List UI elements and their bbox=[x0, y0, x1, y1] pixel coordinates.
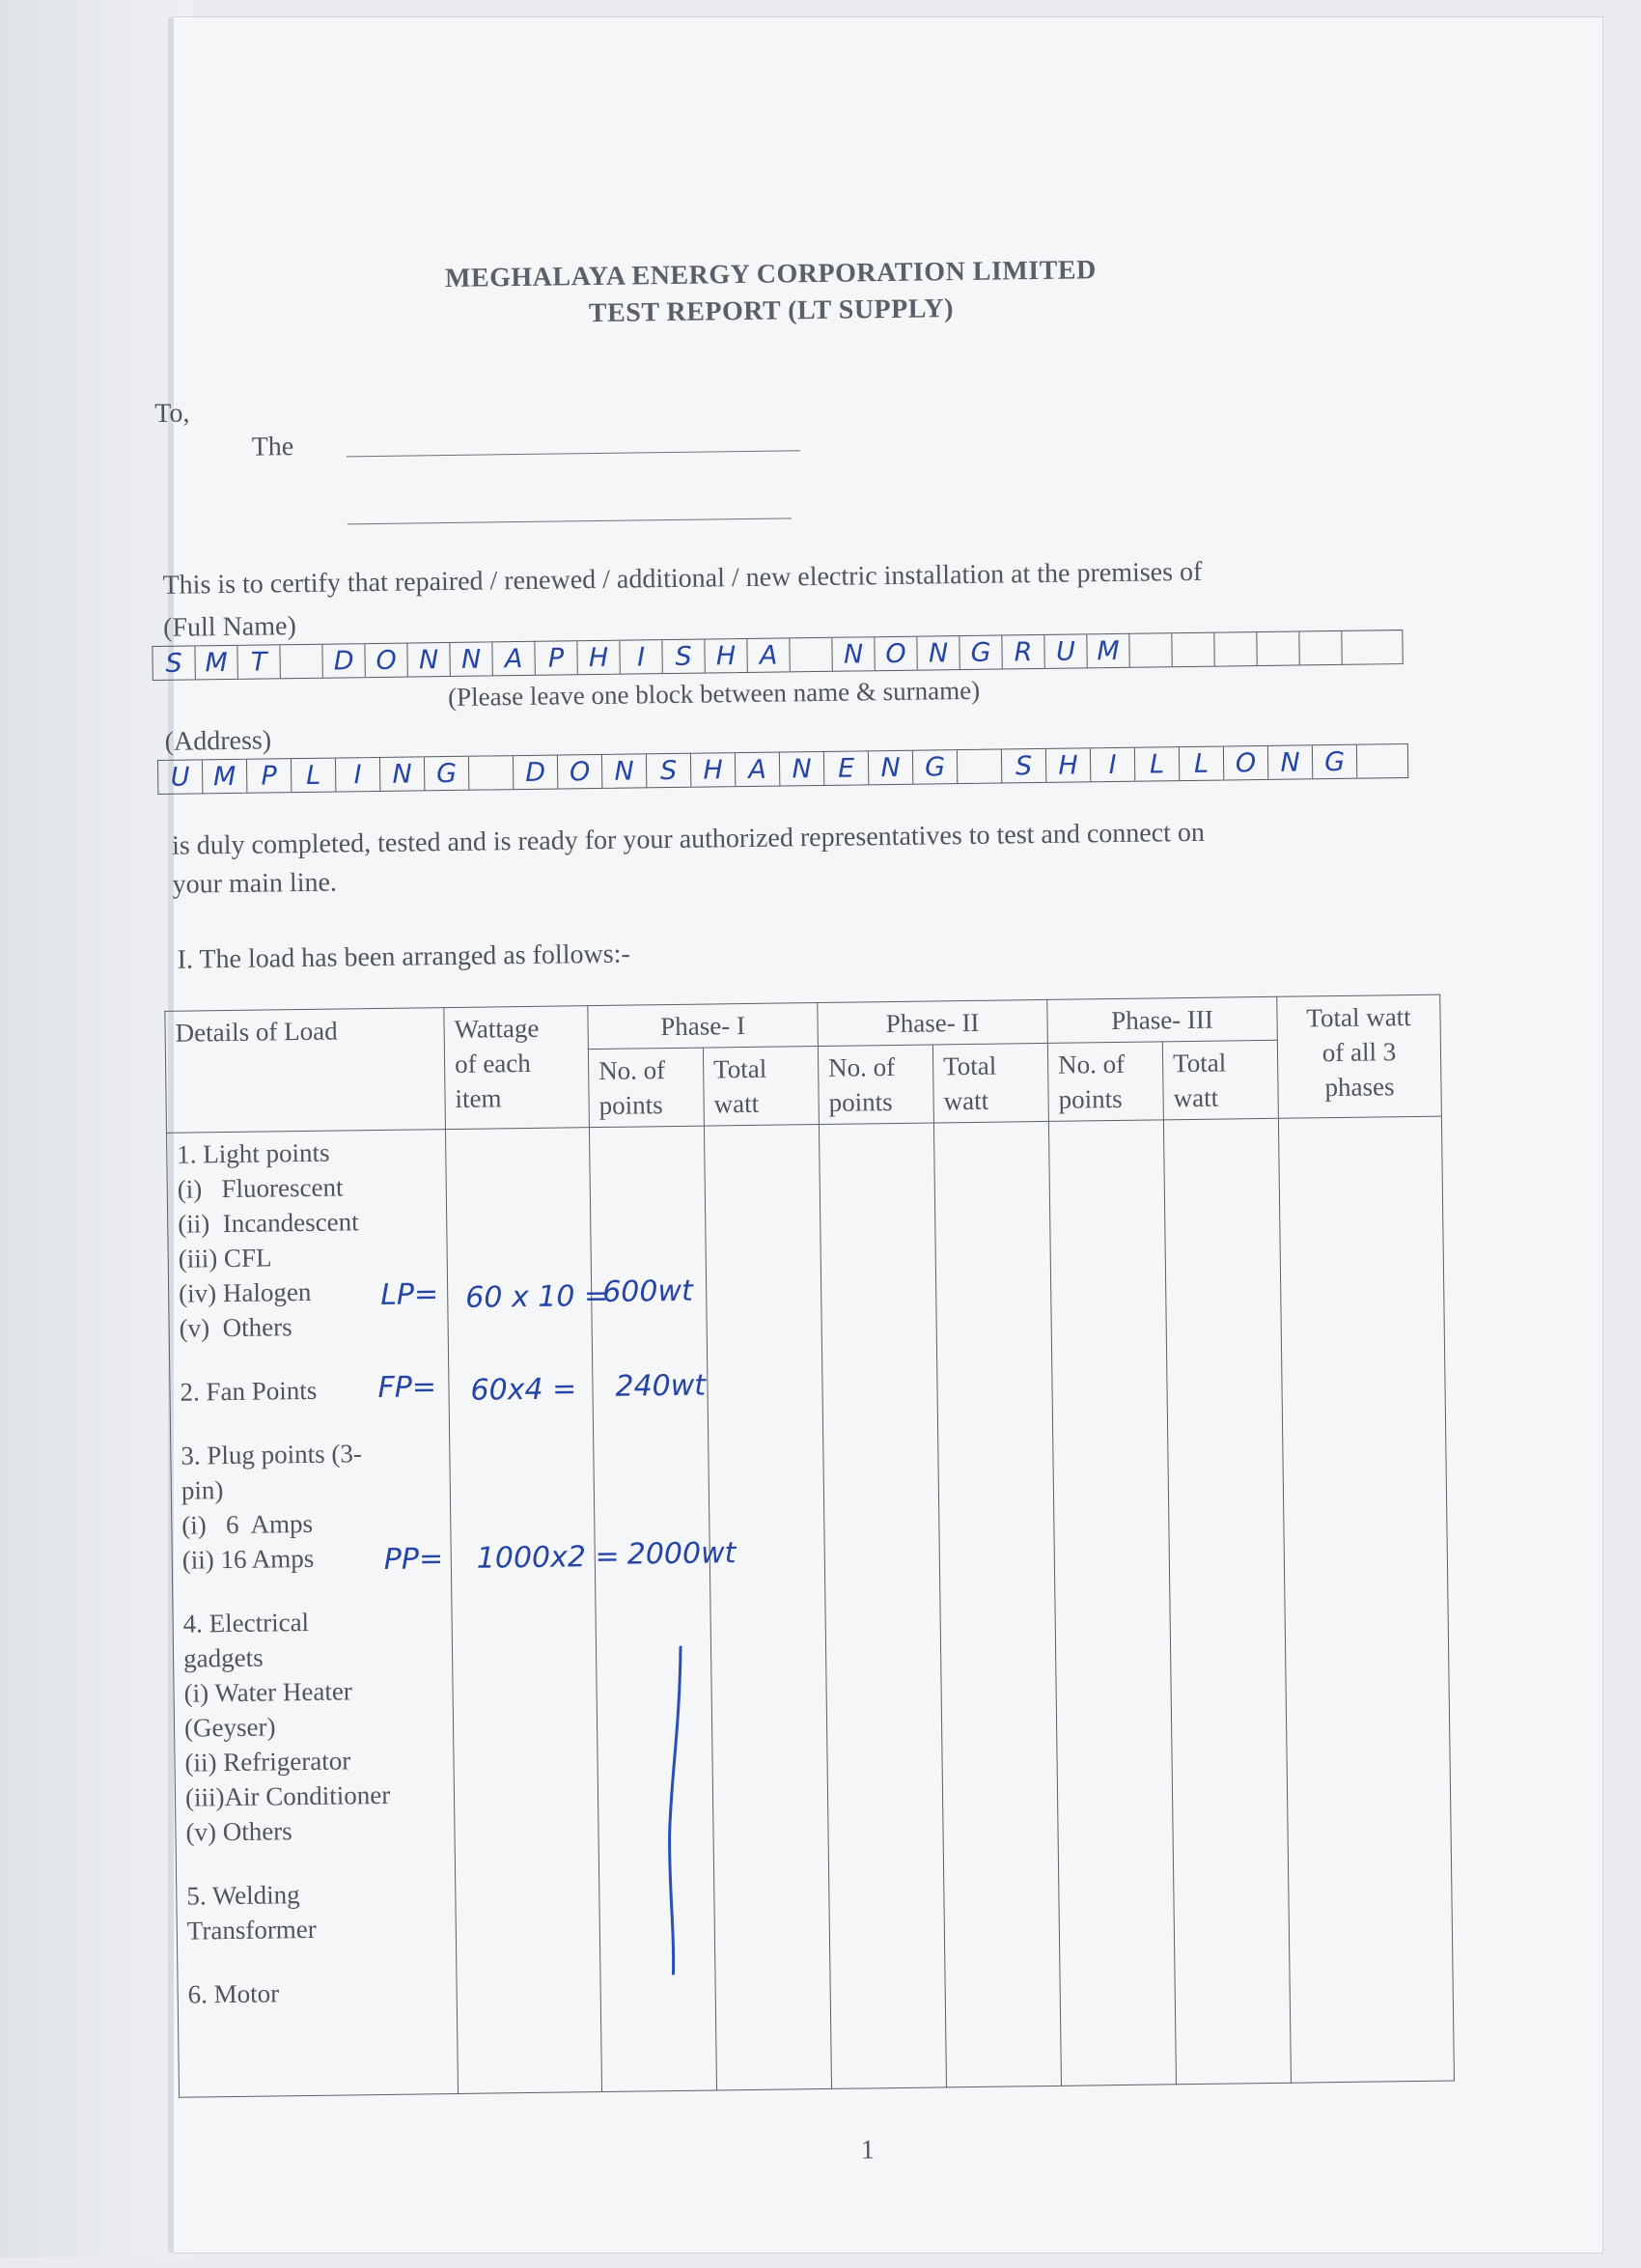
header-total-all: Total watt of all 3 phases bbox=[1277, 994, 1442, 1118]
page-number: 1 bbox=[860, 2135, 876, 2166]
name-letter-box: R bbox=[1002, 635, 1044, 669]
name-letter-box: H bbox=[705, 639, 747, 673]
header-wattage: Wattage of each item bbox=[444, 1006, 590, 1130]
list-item: Transformer bbox=[186, 1914, 318, 1946]
address-letter-box: U bbox=[158, 760, 203, 794]
header-phase-1: Phase- I bbox=[588, 1003, 819, 1050]
p1-watt-cell bbox=[704, 1125, 831, 2090]
name-letter-box bbox=[790, 638, 832, 672]
the-label: The bbox=[251, 432, 294, 462]
address-letter-box: S bbox=[647, 754, 691, 788]
name-letter-box: A bbox=[747, 638, 790, 672]
org-title: MEGHALAYA ENERGY CORPORATION LIMITED bbox=[444, 255, 1097, 294]
address-letter-box bbox=[469, 756, 514, 790]
address-letter-box: N bbox=[380, 757, 425, 791]
name-letter-box: A bbox=[492, 642, 535, 676]
header-details: Details of Load bbox=[165, 1008, 446, 1134]
name-letter-box: U bbox=[1044, 634, 1087, 668]
handwritten-light-total: 600wt bbox=[601, 1274, 693, 1309]
address-letter-box: N bbox=[1268, 745, 1313, 779]
name-letter-box: N bbox=[407, 643, 450, 677]
address-letter-box: L bbox=[292, 759, 336, 793]
recipient-line-2 bbox=[348, 518, 792, 524]
name-letter-box: S bbox=[662, 640, 705, 674]
name-letter-box: D bbox=[322, 644, 365, 678]
header-p3-watt: Total watt bbox=[1162, 1040, 1278, 1120]
address-letter-box: A bbox=[736, 753, 780, 787]
name-letter-box: H bbox=[577, 641, 620, 675]
list-item: (Geyser) bbox=[183, 1712, 276, 1743]
to-label: To, bbox=[154, 398, 190, 429]
handwritten-ditto-stroke bbox=[654, 1643, 697, 1981]
address-letter-box: G bbox=[913, 750, 958, 784]
name-letter-box: P bbox=[535, 641, 577, 675]
list-item: (iii)Air Conditioner bbox=[184, 1779, 391, 1812]
handwritten-fan-code: FP= bbox=[377, 1370, 437, 1406]
name-letter-box: N bbox=[450, 642, 492, 676]
completion-text-2: your main line. bbox=[172, 867, 338, 900]
p3-watt-cell bbox=[1163, 1118, 1291, 2084]
p2-points-cell bbox=[819, 1123, 946, 2088]
list-item: gadgets bbox=[182, 1642, 264, 1673]
address-letter-box: G bbox=[1313, 745, 1357, 779]
name-letter-box: O bbox=[875, 637, 917, 671]
report-title: TEST REPORT (LT SUPPLY) bbox=[588, 294, 955, 329]
load-details-cell bbox=[166, 1130, 458, 2098]
list-item: (ii) Refrigerator bbox=[184, 1746, 351, 1778]
address-letter-box: H bbox=[691, 753, 736, 787]
address-letter-box bbox=[1357, 744, 1402, 778]
name-letter-box bbox=[1257, 631, 1299, 665]
handwritten-light-code: LP= bbox=[379, 1277, 439, 1312]
recipient-line-1 bbox=[347, 450, 800, 457]
completion-text: is duly completed, tested and is ready for your authorized representatives to test and connect on bbox=[171, 817, 1206, 861]
certificate-intro: This is to certify that repaired / renewed / additional / new electric installation at the premises of bbox=[162, 556, 1203, 601]
name-letter-box bbox=[1214, 632, 1257, 666]
address-letter-box: N bbox=[780, 752, 824, 786]
handwritten-plug-code: PP= bbox=[383, 1542, 444, 1577]
address-letter-box: L bbox=[1180, 746, 1224, 780]
header-p2-watt: Total watt bbox=[932, 1043, 1048, 1123]
list-item: 3. Plug points (3- bbox=[181, 1439, 363, 1470]
header-phase-3: Phase- III bbox=[1047, 996, 1278, 1043]
p1-points-cell bbox=[589, 1126, 716, 2091]
table-body-row bbox=[166, 1116, 1454, 2097]
total-all-cell bbox=[1278, 1116, 1454, 2083]
list-item: (ii) Incandescent bbox=[178, 1207, 359, 1239]
address-letter-box: S bbox=[1002, 749, 1046, 783]
name-letter-box: S bbox=[153, 646, 195, 680]
name-letter-box bbox=[1342, 630, 1384, 664]
handwritten-fan-total: 240wt bbox=[615, 1368, 707, 1404]
handwritten-fan-calc: 60x4 = bbox=[470, 1372, 577, 1408]
list-item: 5. Welding bbox=[186, 1880, 300, 1911]
address-boxes bbox=[157, 743, 1408, 795]
address-letter-box: E bbox=[824, 751, 869, 785]
list-item: (ii) 16 Amps bbox=[181, 1543, 315, 1575]
name-letter-box: M bbox=[195, 646, 237, 680]
address-letter-box: O bbox=[558, 755, 602, 789]
address-letter-box: O bbox=[1224, 746, 1268, 780]
address-letter-box: N bbox=[602, 754, 647, 788]
list-item: (iii) CFL bbox=[178, 1243, 272, 1274]
address-letter-box: I bbox=[336, 758, 380, 792]
address-letter-box: N bbox=[869, 751, 913, 785]
handwritten-light-calc: 60 x 10 = bbox=[465, 1278, 609, 1315]
list-item: pin) bbox=[181, 1475, 224, 1505]
list-item: (v) Others bbox=[185, 1816, 292, 1847]
wattage-cell bbox=[445, 1128, 601, 2094]
address-letter-box: G bbox=[425, 757, 469, 791]
header-p1-points: No. of points bbox=[588, 1048, 704, 1128]
list-item: (i) Water Heater bbox=[183, 1676, 353, 1708]
name-letter-box: M bbox=[1087, 634, 1129, 668]
address-letter-box: L bbox=[1135, 747, 1180, 781]
list-item: 4. Electrical bbox=[182, 1607, 310, 1638]
full-name-label: (Full Name) bbox=[162, 611, 296, 643]
header-p3-points: No. of points bbox=[1047, 1042, 1163, 1122]
header-phase-2: Phase- II bbox=[818, 999, 1048, 1046]
name-letter-box: N bbox=[832, 637, 875, 671]
list-item: (v) Others bbox=[179, 1312, 292, 1343]
section-1-heading: I. The load has been arranged as follows:- bbox=[177, 938, 630, 975]
name-letter-box: N bbox=[917, 636, 960, 670]
address-letter-box: P bbox=[247, 759, 292, 793]
list-item: 2. Fan Points bbox=[180, 1375, 318, 1407]
name-letter-box bbox=[1172, 633, 1214, 667]
list-item: 1. Light points bbox=[177, 1137, 330, 1169]
header-p2-points: No. of points bbox=[818, 1045, 933, 1125]
name-letter-box: T bbox=[237, 645, 280, 679]
list-item: (iv) Halogen bbox=[178, 1276, 312, 1308]
address-letter-box bbox=[958, 750, 1002, 784]
address-letter-box: D bbox=[514, 756, 558, 790]
name-letter-box bbox=[1299, 631, 1342, 665]
name-letter-box: G bbox=[960, 635, 1002, 669]
handwritten-plug-total: 2000wt bbox=[626, 1536, 737, 1572]
full-name-boxes bbox=[152, 630, 1403, 681]
address-label: (Address) bbox=[164, 725, 272, 757]
handwritten-plug-calc: 1000x2 = bbox=[476, 1539, 620, 1576]
name-letter-box: O bbox=[365, 644, 407, 678]
p3-points-cell bbox=[1048, 1120, 1176, 2086]
name-letter-box bbox=[1129, 633, 1172, 667]
list-item: 6. Motor bbox=[187, 1978, 280, 2009]
p2-watt-cell bbox=[933, 1121, 1061, 2086]
list-item: (i) Fluorescent bbox=[177, 1172, 344, 1204]
address-letter-box: H bbox=[1046, 748, 1091, 782]
name-letter-box: I bbox=[620, 640, 662, 674]
address-letter-box: M bbox=[203, 760, 247, 794]
list-item: (i) 6 Amps bbox=[181, 1508, 314, 1540]
address-letter-box: I bbox=[1091, 748, 1135, 782]
load-table bbox=[164, 994, 1455, 2098]
header-p1-watt: Total watt bbox=[703, 1047, 819, 1127]
name-letter-box bbox=[280, 645, 322, 679]
name-hint: (Please leave one block between name & surname) bbox=[447, 675, 981, 713]
